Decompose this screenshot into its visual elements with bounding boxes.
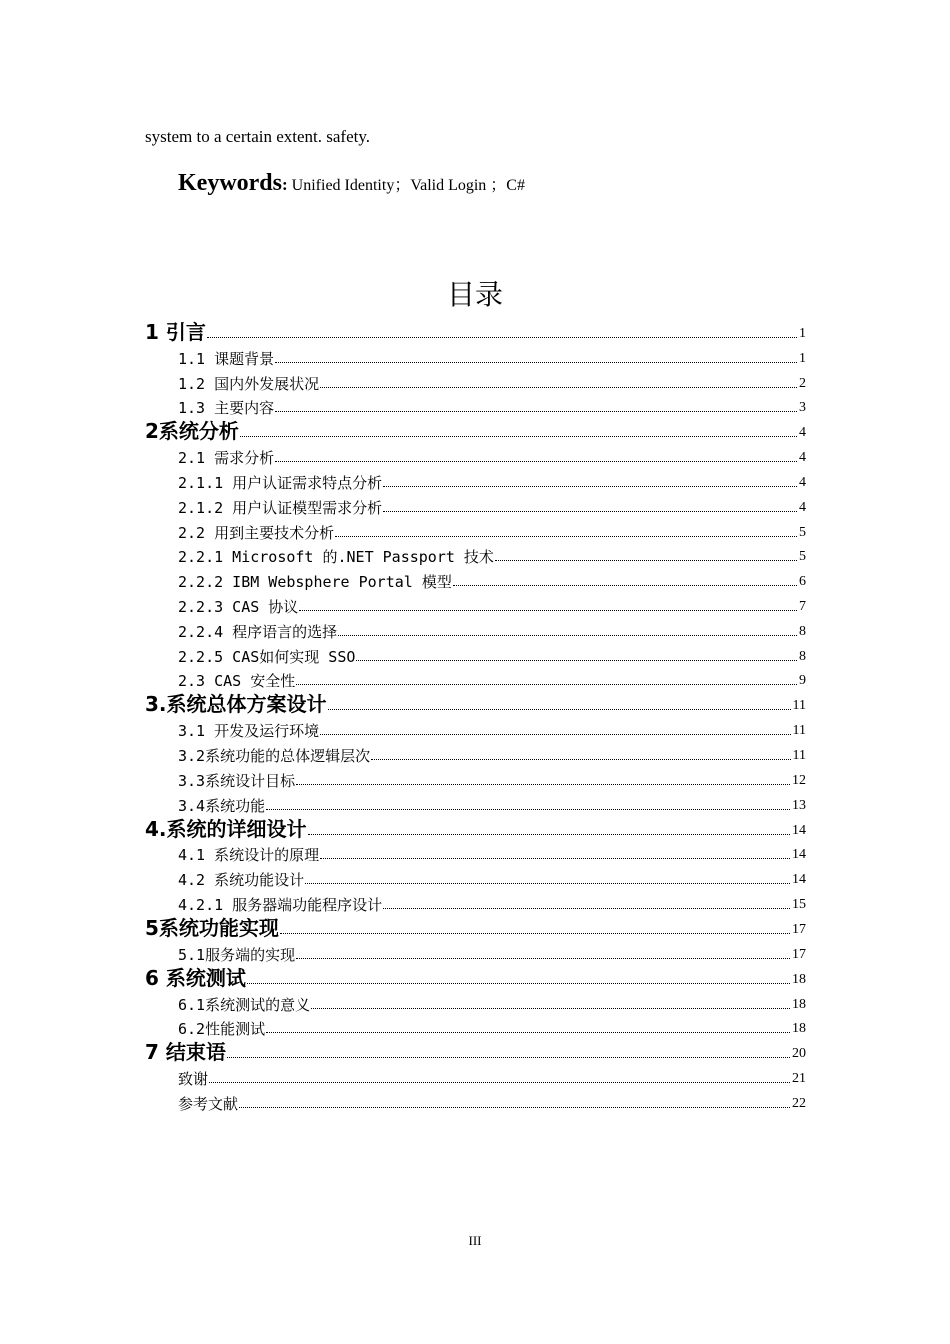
toc-entry-title: 1.2 国内外发展状况 [178,374,320,393]
toc-page-number: 13 [792,797,806,813]
keywords-colon: : [282,175,288,194]
toc-dot-leader [311,1008,790,1009]
toc-page-number: 12 [792,772,806,788]
toc-dot-leader [240,436,797,437]
toc-dot-leader [239,1107,790,1108]
toc-entry-title: 4.2.1 服务器端功能程序设计 [178,895,383,914]
toc-page-number: 14 [792,822,806,838]
toc-dot-leader [320,858,790,859]
toc-section-entry[interactable] [145,641,806,666]
toc-dot-leader [308,834,790,835]
toc-page-number: 11 [792,698,806,714]
toc-entry-title: 1.1 课题背景 [178,349,275,368]
toc-dot-leader [227,1057,790,1058]
toc-dot-leader [383,511,797,512]
toc-section-entry[interactable] [145,889,806,914]
toc-section-entry[interactable] [145,1014,806,1039]
toc-chapter-entry[interactable] [145,417,806,442]
toc-entry-title: 5.1服务端的实现 [178,945,296,964]
toc-dot-leader [356,660,797,661]
toc-entry-title: 1 引言 [145,320,206,344]
toc-page-number: 4 [799,450,806,466]
toc-entry-title: 2.2.3 CAS 协议 [178,597,299,616]
toc-dot-leader [320,387,797,388]
toc-page-number: 15 [792,896,806,912]
toc-dot-leader [280,933,790,934]
toc-entry-title: 2.2.1 Microsoft 的.NET Passport 技术 [178,548,494,567]
toc-entry-title: 3.1 开发及运行环境 [178,722,320,741]
keywords-line [178,170,525,197]
toc-section-entry[interactable] [145,939,806,964]
toc-page-number: 6 [799,574,806,590]
toc-entry-title: 2.1.1 用户认证需求特点分析 [178,473,383,492]
toc-entry-title: 1.3 主要内容 [178,399,275,418]
toc-section-entry[interactable] [145,1063,806,1088]
toc-entry-title: 7 结束语 [145,1040,226,1065]
toc-section-entry[interactable] [145,765,806,790]
toc-dot-leader [296,684,797,685]
toc-page-number: 17 [792,946,806,962]
toc-dot-leader [266,809,790,810]
toc-page-number: 8 [799,648,806,664]
toc-entry-title: 5系统功能实现 [145,915,279,940]
toc-dot-leader [299,610,797,611]
toc-page-number: 1 [799,326,806,341]
toc-dot-leader [495,560,797,561]
toc-entry-title: 4.系统的详细设计 [145,816,307,841]
table-of-contents [145,318,806,1113]
toc-chapter-entry[interactable] [145,964,806,989]
toc-section-entry[interactable] [145,343,806,368]
toc-chapter-entry[interactable] [145,318,806,343]
toc-page-number: 9 [799,673,806,689]
toc-page-number: 20 [792,1046,806,1062]
toc-entry-title: 2系统分析 [145,419,239,444]
toc-dot-leader [338,635,797,636]
toc-dot-leader [209,1082,790,1083]
toc-dot-leader [328,709,791,710]
toc-dot-leader [383,486,797,487]
toc-page-number: 18 [792,971,806,987]
toc-dot-leader [275,411,797,412]
toc-entry-title: 致谢 [178,1070,209,1089]
toc-section-entry[interactable] [145,368,806,393]
toc-page-number: 4 [799,499,806,515]
toc-section-entry[interactable] [145,566,806,591]
toc-section-entry[interactable] [145,442,806,467]
toc-page-number: 1 [799,350,806,366]
toc-chapter-entry[interactable] [145,1038,806,1063]
toc-page-number: 2 [799,375,806,391]
toc-entry-title: 4.1 系统设计的原理 [178,846,320,865]
toc-entry-title: 4.2 系统功能设计 [178,871,305,890]
toc-dot-leader [266,1032,790,1033]
toc-page-number: 22 [792,1095,806,1111]
toc-section-entry[interactable] [145,740,806,765]
toc-dot-leader [275,461,797,462]
toc-section-entry[interactable] [145,616,806,641]
toc-entry-title: 3.3系统设计目标 [178,771,296,790]
toc-page-number: 4 [799,425,806,441]
toc-entry-title: 参考文献 [178,1094,239,1113]
toc-section-entry[interactable] [145,517,806,542]
toc-section-entry[interactable] [145,790,806,815]
toc-entry-title: 2.2.4 程序语言的选择 [178,622,338,641]
toc-entry-title: 2.1.2 用户认证模型需求分析 [178,498,383,517]
toc-dot-leader [247,983,790,984]
toc-entry-title: 3.2系统功能的总体逻辑层次 [178,746,371,765]
toc-page-number: 4 [799,474,806,490]
toc-section-entry[interactable] [145,467,806,492]
toc-section-entry[interactable] [145,840,806,865]
toc-title: 目录 [446,278,503,311]
toc-entry-title: 2.1 需求分析 [178,449,275,468]
toc-entry-title: 3.4系统功能 [178,796,266,815]
toc-page-number: 11 [792,747,806,763]
toc-entry-title: 6.2性能测试 [178,1020,266,1039]
toc-section-entry[interactable] [145,393,806,418]
toc-page-number: 5 [799,549,806,565]
toc-dot-leader [207,337,797,338]
toc-dot-leader [305,883,790,884]
toc-chapter-entry[interactable] [145,815,806,840]
keywords-text: Unified Identity；Valid Login ；C# [287,177,525,194]
toc-entry-title: 6.1系统测试的意义 [178,995,311,1014]
toc-section-entry[interactable] [145,864,806,889]
toc-dot-leader [371,759,790,760]
toc-dot-leader [275,362,797,363]
toc-section-entry[interactable] [145,542,806,567]
toc-section-entry[interactable] [145,666,806,691]
toc-page-number: 17 [792,921,806,937]
toc-page-number: 14 [792,847,806,863]
toc-page-number: 18 [792,1021,806,1037]
toc-page-number: 18 [792,996,806,1012]
toc-dot-leader [296,958,790,959]
toc-entry-title: 6 系统测试 [145,965,246,990]
toc-entry-title: 2.2 用到主要技术分析 [178,523,335,542]
toc-page-number: 11 [792,723,806,739]
toc-section-entry[interactable] [145,1088,806,1113]
toc-entry-title: 2.2.2 IBM Websphere Portal 模型 [178,573,452,592]
toc-dot-leader [296,784,790,785]
toc-chapter-entry[interactable] [145,914,806,939]
toc-section-entry[interactable] [145,591,806,616]
toc-entry-title: 2.2.5 CAS如何实现 SSO [178,647,356,666]
toc-page-number: 5 [799,524,806,540]
toc-entry-title: 3.系统总体方案设计 [145,692,327,717]
toc-entry-title: 2.3 CAS 安全性 [178,672,296,691]
toc-page-number: 3 [799,400,806,416]
toc-page-number: 14 [792,872,806,888]
toc-dot-leader [320,734,790,735]
toc-section-entry[interactable] [145,715,806,740]
toc-dot-leader [453,585,797,586]
page-number: III [468,1233,482,1248]
toc-page-number: 7 [799,598,806,614]
toc-dot-leader [335,536,797,537]
toc-section-entry[interactable] [145,989,806,1014]
toc-section-entry[interactable] [145,492,806,517]
abstract-continuation: system to a certain extent. safety. [145,127,371,146]
toc-page-number: 21 [792,1071,806,1087]
toc-dot-leader [383,908,790,909]
toc-page-number: 8 [799,623,806,639]
keywords-label: Keywords [178,170,282,196]
toc-chapter-entry[interactable] [145,690,806,715]
